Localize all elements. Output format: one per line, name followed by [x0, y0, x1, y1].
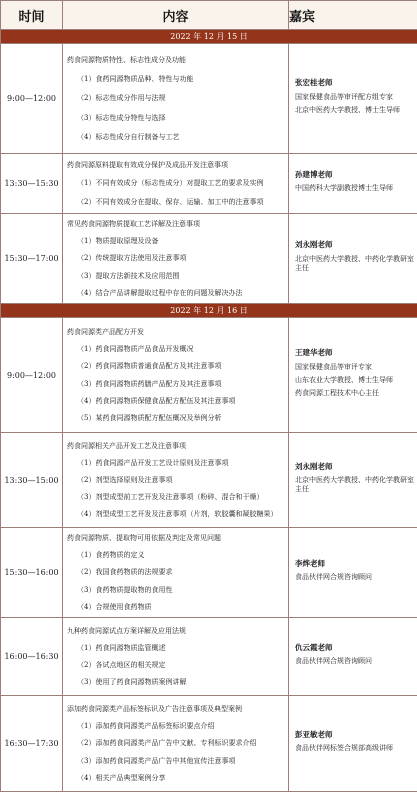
guest-desc: 食品伙伴网合规咨询顾问	[295, 573, 372, 582]
guest-name: 李烨老师	[295, 558, 325, 568]
guest-desc: 北京中医药大学教授、中药化学教研室主任	[295, 476, 414, 494]
session-item: （4）剂型成型工艺开发及注意事项（片剂，软胶囊和凝胶糖果）	[77, 510, 278, 519]
session-content	[63, 696, 289, 792]
session-content	[63, 214, 289, 304]
session-row	[1, 154, 417, 214]
session-item: （1）食药同源物质品种、特性与功能	[77, 75, 194, 84]
session-item: （3）标志性成分特性与选择	[77, 113, 166, 122]
session-time: 13:30—15:00	[1, 433, 63, 528]
session-content	[63, 528, 289, 618]
guest-name: 张宏桂老师	[295, 78, 333, 88]
session-topic: 九种药食同源试点方案详解及应用法规	[67, 626, 186, 635]
session-content	[63, 318, 289, 433]
date-row	[1, 30, 417, 44]
session-time: 16:30—17:30	[1, 696, 63, 792]
guest-desc: 中国药科大学副教授博士生导师	[295, 184, 393, 193]
session-item: （1）物质提取原理及设备	[77, 237, 159, 246]
guest-name: 王建华老师	[295, 347, 333, 357]
session-item: （1）药食同源物质产品食品开发概况	[77, 345, 194, 354]
session-time: 15:30—16:00	[1, 528, 63, 618]
session-guest	[289, 214, 417, 304]
session-item: （2）传统提取方法使用及注意事项	[77, 254, 187, 263]
session-item: （5）某药食同源物质配方配伍概况及举例分析	[77, 413, 222, 422]
session-item: （3）药食同源物质药膳产品配方及其注意事项	[77, 379, 222, 388]
session-row	[1, 214, 417, 304]
session-item: （4）相关产品典型案例分享	[77, 773, 166, 782]
session-row	[1, 696, 417, 792]
session-time: 13:30—15:30	[1, 154, 63, 214]
session-content	[63, 618, 289, 696]
guest-desc: 北京中医药大学教授、博士生导师	[295, 105, 400, 114]
session-row	[1, 433, 417, 528]
session-item: （3）剂型成型前工艺开发及注意事项（粉碎、混合和干燥）	[77, 493, 264, 502]
session-item: （2）药食同源物质普通食品配方及其注意事项	[77, 362, 222, 371]
guest-desc: 食品伙伴网标签合规部高级讲师	[295, 744, 393, 753]
session-item: （2）标志性成分作用与法规	[77, 94, 166, 103]
session-guest	[289, 618, 417, 696]
session-content	[63, 154, 289, 214]
guest-name: 刘永刚老师	[295, 240, 333, 250]
session-time: 16:00—16:30	[1, 618, 63, 696]
guest-desc: 山东农业大学教授、博士生导师	[295, 375, 393, 384]
header-guest: 嘉宾	[289, 1, 417, 30]
session-topic: 常见药食同源物质提取工艺详解及注意事项	[67, 220, 200, 229]
session-row	[1, 44, 417, 154]
session-guest	[289, 696, 417, 792]
header-time: 时间	[1, 1, 63, 30]
session-content	[63, 433, 289, 528]
session-item: （4）结合产品讲解提取过程中存在的问题及解决办法	[77, 288, 243, 297]
session-time: 9:00—12:00	[1, 44, 63, 154]
session-row	[1, 618, 417, 696]
session-item: （3）添加药食同源类产品广告中其他宣传注意事项	[77, 756, 236, 765]
session-guest	[289, 528, 417, 618]
header-content: 内容	[63, 1, 289, 30]
session-item: （3）使用了药食同源物质案例讲解	[77, 678, 187, 687]
guest-name: 彭亚敏老师	[295, 729, 333, 739]
guest-desc: 北京中医药大学教授、中药化学教研室主任	[295, 254, 414, 272]
session-item: （1）添加药食同源类产品标签标识要点介绍	[77, 722, 215, 731]
session-item: （2）剂型选择原则及注意事项	[77, 475, 173, 484]
session-guest	[289, 44, 417, 154]
session-item: （4）合规使用食药物质	[77, 602, 152, 611]
session-item: （1）药食同源物质监管概述	[77, 643, 166, 652]
guest-desc: 药食同源工程技术中心主任	[295, 388, 379, 397]
guest-name: 仇云霞老师	[295, 642, 333, 652]
guest-desc: 国家保健食品等审评配方组专家	[295, 92, 393, 101]
session-item: （2）添加药食同源类产品广告中文献、专利标识要求介绍	[77, 739, 257, 748]
session-guest	[289, 154, 417, 214]
date-label: 2022 年 12 月 16 日	[1, 304, 417, 318]
date-row	[1, 304, 417, 318]
session-topic: 药食同源物质、提取物可用依据及判定及常见问题	[67, 534, 221, 543]
session-topic: 药食同源类产品配方开发	[67, 328, 144, 337]
session-row	[1, 318, 417, 433]
session-item: （1）食药物质的定义	[77, 551, 145, 560]
guest-desc: 国家保健食品等审评专家	[295, 362, 372, 371]
session-time: 15:30—17:00	[1, 214, 63, 304]
session-item: （4）标志性成分自行制备与工艺	[77, 132, 180, 141]
session-time: 9:00—12:00	[1, 318, 63, 433]
session-topic: 药食同源相关产品开发工艺及注意事项	[67, 441, 186, 450]
session-item: （2）各试点地区的相关规定	[77, 661, 166, 669]
session-item: （3）食药物质提取物的食用性	[77, 585, 173, 594]
session-topic: 药食同源原料提取有效成分保护及成品开发注意事项	[67, 161, 228, 170]
session-item: （4）药食同源物质保健食品配方配伍及其注意事项	[77, 396, 236, 405]
guest-desc: 食品伙伴网合规咨询顾问	[295, 657, 372, 666]
guest-name: 孙建博老师	[295, 169, 333, 179]
session-guest	[289, 433, 417, 528]
session-item: （1）不同有效成分（标志性成分）对提取工艺的要求及实例	[77, 179, 264, 188]
session-topic: 药食同源物质特性、标志性成分及功能	[67, 56, 186, 65]
guest-name: 刘永刚老师	[295, 461, 333, 471]
session-item: （3）提取方法新技术及应用范围	[77, 271, 180, 280]
header-row	[1, 1, 417, 30]
session-item: （2）不同有效成分在提取、保存、运输、加工中的注意事项	[77, 197, 264, 206]
session-guest	[289, 318, 417, 433]
date-label: 2022 年 12 月 15 日	[1, 30, 417, 44]
session-item: （1）药食同源产品开发工艺设计原则及注意事项	[77, 458, 229, 467]
session-topic: 添加药食同源类产品标签标识及广告注意事项及典型案例	[67, 705, 242, 714]
session-content	[63, 44, 289, 154]
session-row	[1, 528, 417, 618]
session-item: （2）我国食药物质的法规要求	[77, 568, 173, 577]
